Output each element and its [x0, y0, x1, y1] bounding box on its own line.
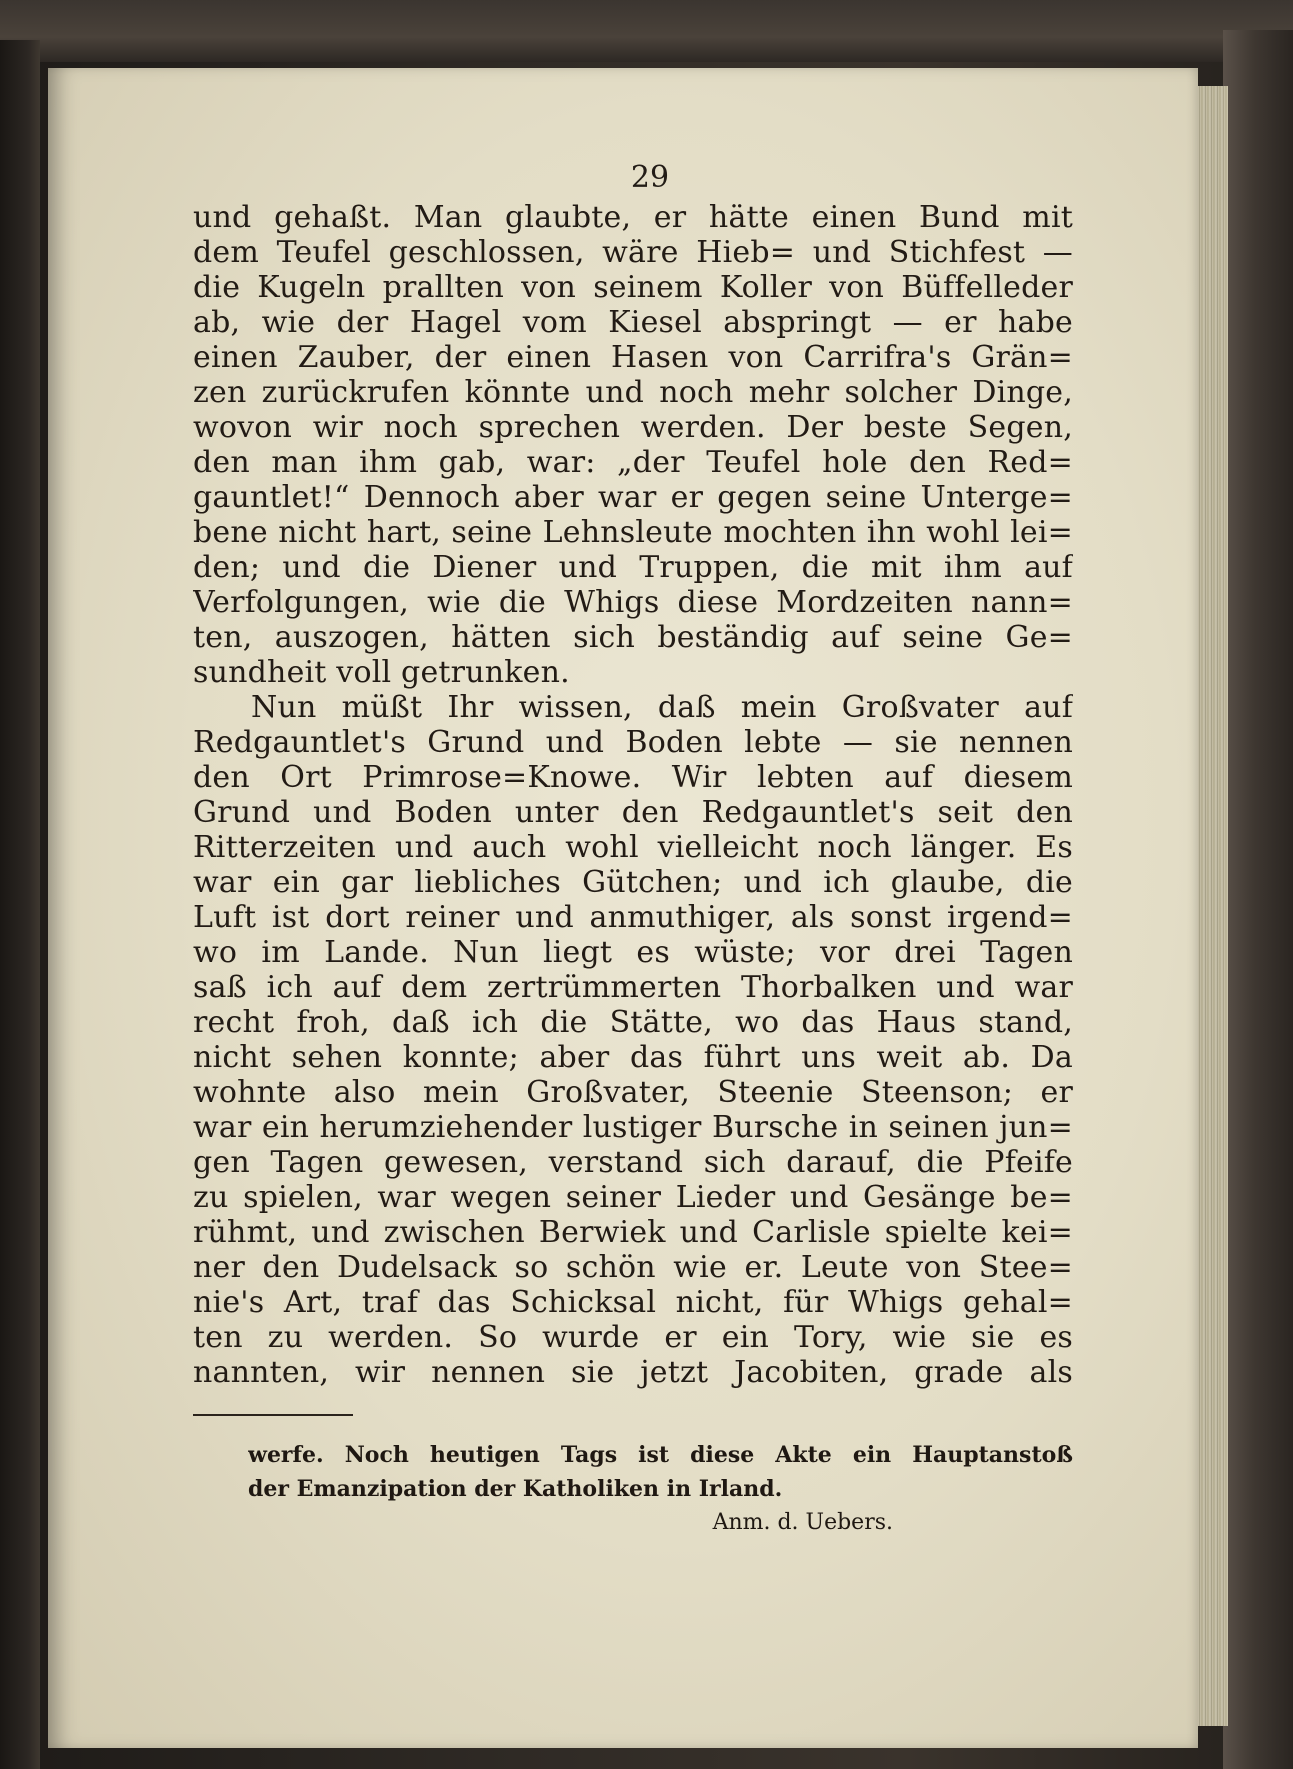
text-line: gauntlet!“ Dennoch aber war er gegen seine Unterge=	[193, 480, 1073, 515]
text-line: rühmt, und zwischen Berwiek und Carlisle spielte kei=	[193, 1215, 1073, 1250]
text-line: saß ich auf dem zertrümmerten Thorbalken und war	[193, 970, 1073, 1005]
book-page	[48, 68, 1198, 1748]
text-line: zen zurückrufen könnte und noch mehr solcher Dinge,	[193, 375, 1073, 410]
book-cover-top	[0, 0, 1293, 62]
text-line: gen Tagen gewesen, verstand sich darauf, die Pfeife	[193, 1145, 1073, 1180]
text-line: bene nicht hart, seine Lehnsleute mochten ihn wohl lei=	[193, 515, 1073, 550]
text-line: Nun müßt Ihr wissen, daß mein Großvater auf	[251, 690, 1073, 725]
text-line: die Kugeln prallten von seinem Koller von Büffelleder	[193, 270, 1073, 305]
text-line: ten, auszogen, hätten sich beständig auf seine Ge=	[193, 620, 1073, 655]
text-line: nie's Art, traf das Schicksal nicht, für Whigs gehal=	[193, 1285, 1073, 1320]
text-line: Ritterzeiten und auch wohl vielleicht noch länger. Es	[193, 830, 1073, 865]
footnote-line: der Emanzipation der Katholiken in Irland.	[248, 1476, 783, 1502]
footnote-line: werfe. Noch heutigen Tags ist diese Akte ein Hauptanstoß	[248, 1442, 1073, 1468]
text-line: war ein herumziehender lustiger Bursche in seinen jun=	[193, 1110, 1073, 1145]
text-line: wovon wir noch sprechen werden. Der beste Segen,	[193, 410, 1073, 445]
page-number: 29	[630, 160, 670, 195]
text-line: den Ort Primrose=Knowe. Wir lebten auf diesem	[193, 760, 1073, 795]
footnote-signature: Anm. d. Uebers.	[712, 1510, 893, 1535]
text-line: einen Zauber, der einen Hasen von Carrifra's Grän=	[193, 340, 1073, 375]
text-line: wohnte also mein Großvater, Steenie Steenson; er	[193, 1075, 1073, 1110]
book-cover-left	[0, 40, 40, 1769]
text-line: den man ihm gab, war: „der Teufel hole den Red=	[193, 445, 1073, 480]
text-line: nicht sehen konnte; aber das führt uns weit ab. Da	[193, 1040, 1073, 1075]
text-line: ab, wie der Hagel vom Kiesel abspringt — er habe	[193, 305, 1073, 340]
text-line: sundheit voll getrunken.	[193, 655, 570, 690]
book-cover-right	[1223, 30, 1293, 1769]
text-line: ner den Dudelsack so schön wie er. Leute von Stee=	[193, 1250, 1073, 1285]
text-line: war ein gar liebliches Gütchen; und ich glaube, die	[193, 865, 1073, 900]
text-line: Grund und Boden unter den Redgauntlet's seit den	[193, 795, 1073, 830]
text-line: den; und die Diener und Truppen, die mit ihm auf	[193, 550, 1073, 585]
footnote	[248, 1438, 1073, 1540]
body-text	[193, 200, 1073, 1390]
text-line: Redgauntlet's Grund und Boden lebte — sie nennen	[193, 725, 1073, 760]
text-line: wo im Lande. Nun liegt es wüste; vor drei Tagen	[193, 935, 1073, 970]
text-line: dem Teufel geschlossen, wäre Hieb= und Stichfest —	[193, 235, 1073, 270]
text-line: und gehaßt. Man glaubte, er hätte einen Bund mit	[193, 200, 1073, 235]
footnote-divider	[193, 1414, 353, 1416]
text-line: nannten, wir nennen sie jetzt Jacobiten, grade als	[193, 1355, 1073, 1390]
text-line: recht froh, daß ich die Stätte, wo das Haus stand,	[193, 1005, 1073, 1040]
text-line: ten zu werden. So wurde er ein Tory, wie sie es	[193, 1320, 1073, 1355]
text-line: Luft ist dort reiner und anmuthiger, als sonst irgend=	[193, 900, 1073, 935]
text-line: Verfolgungen, wie die Whigs diese Mordzeiten nann=	[193, 585, 1073, 620]
text-line: zu spielen, war wegen seiner Lieder und Gesänge be=	[193, 1180, 1073, 1215]
